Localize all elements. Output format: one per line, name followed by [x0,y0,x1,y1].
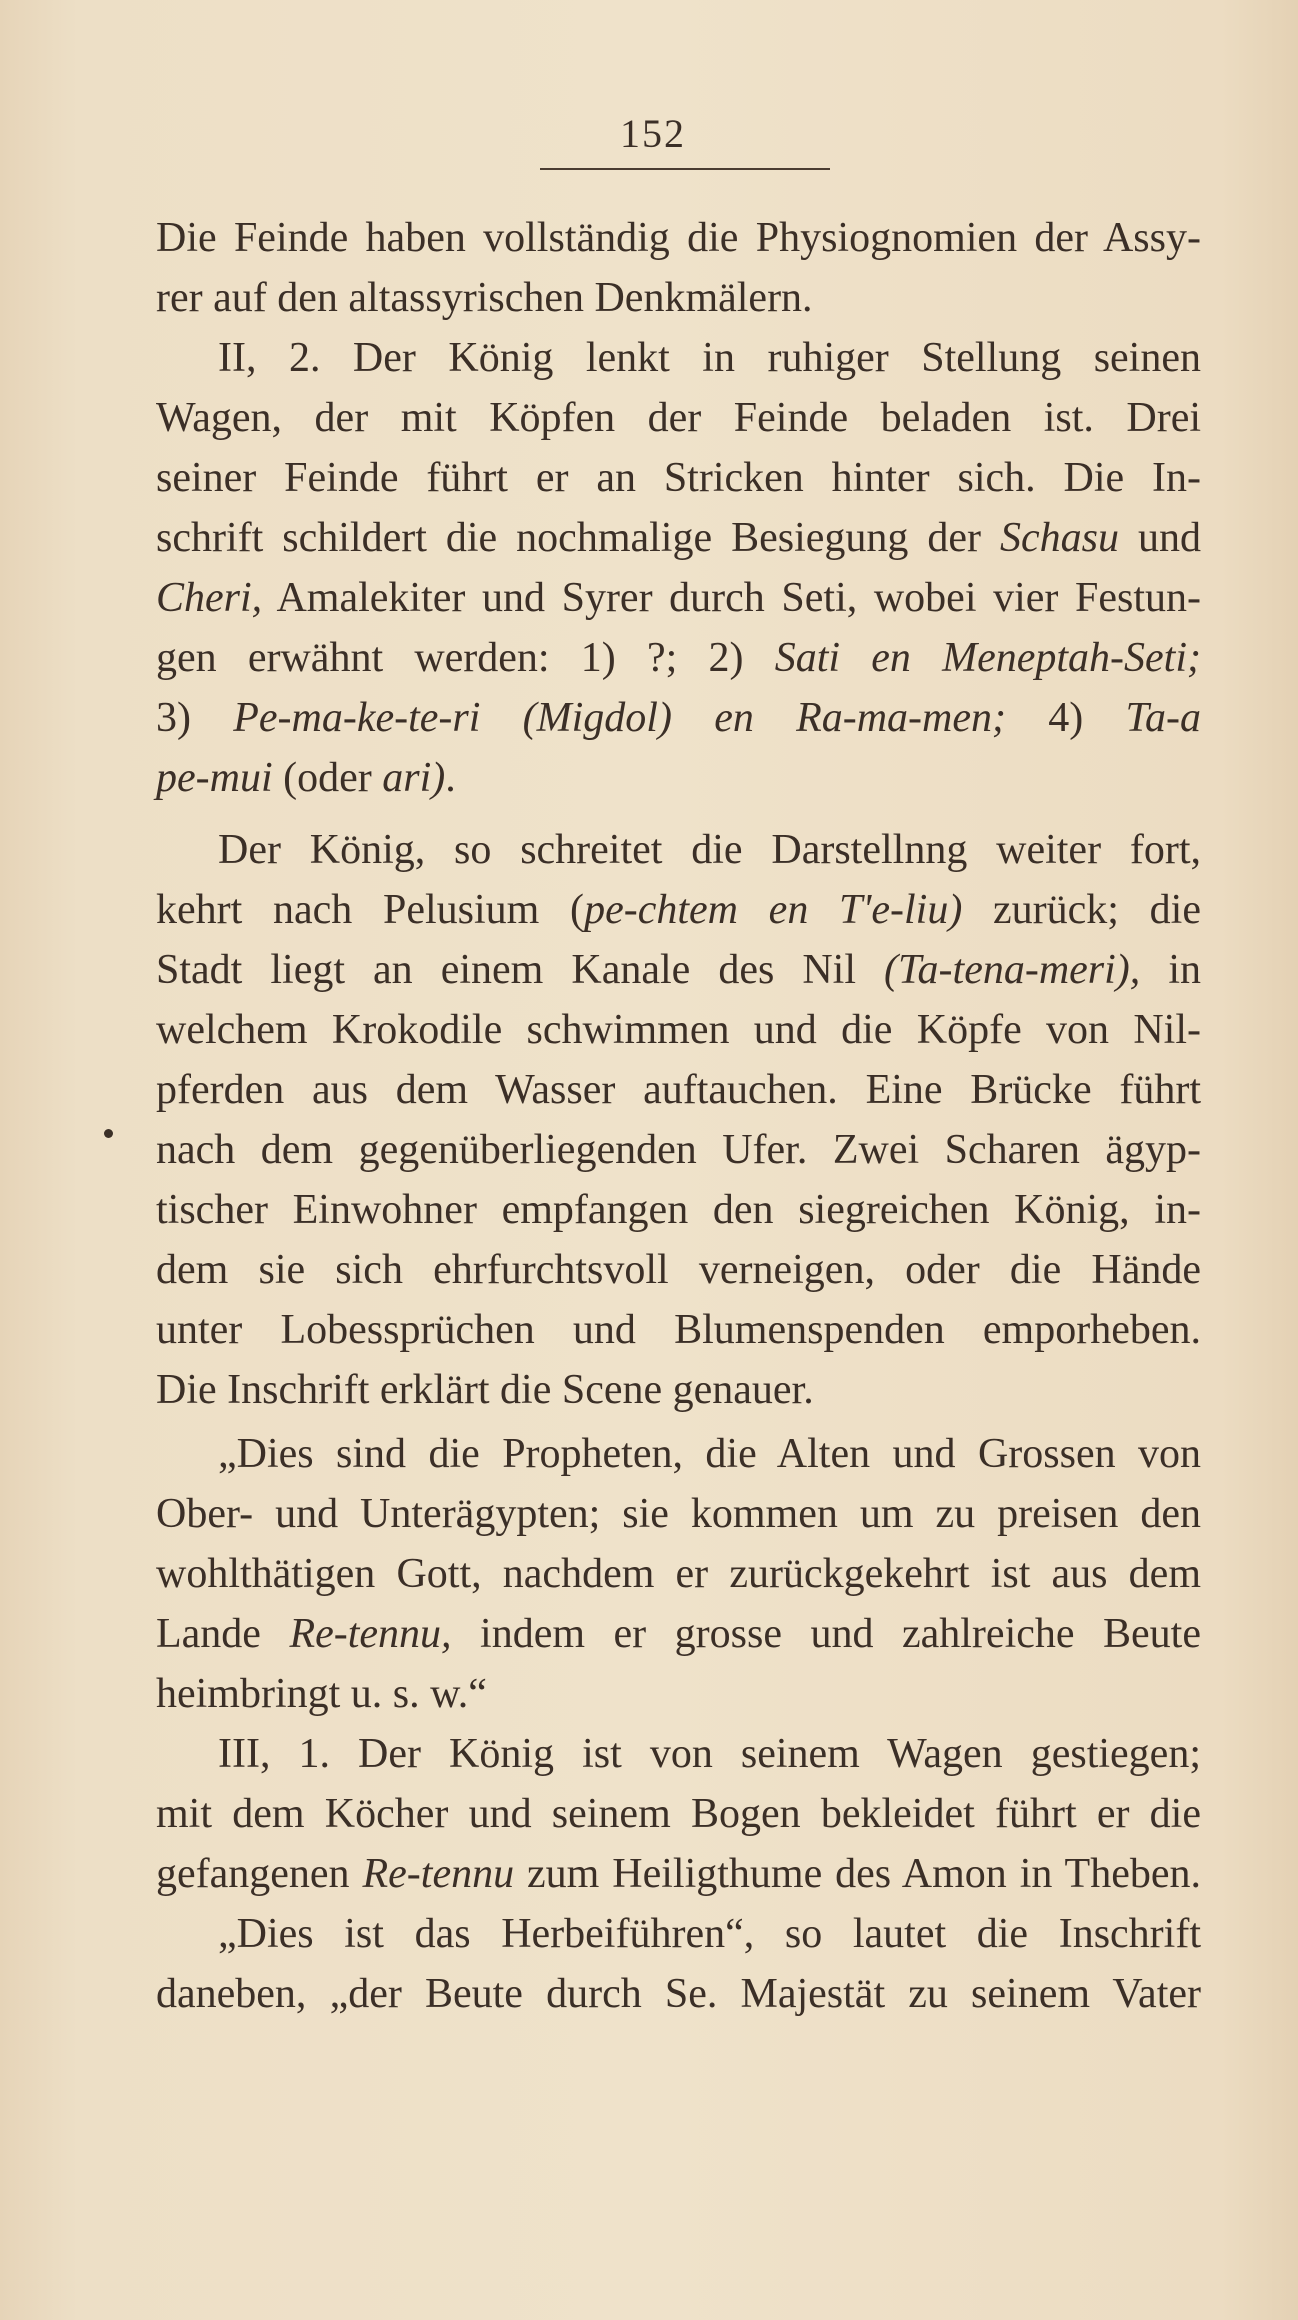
text-line: seiner Feinde führt er an Stricken hinter sich. Die In- [156,455,1201,501]
text-line: Ober- und Unterägypten; sie kommen um zu preisen den [156,1491,1201,1537]
margin-dot-mark [104,1129,113,1138]
text-line: daneben, „der Beute durch Se. Majestät zu seinem Vater [156,1971,1201,2017]
text-line: gen erwähnt werden: 1) ?; 2) Sati en Meneptah-Seti; [156,635,1202,681]
text-line: wohlthätigen Gott, nachdem er zurückgekehrt ist aus dem [156,1551,1201,1597]
text-line: unter Lobessprüchen und Blumenspenden emporheben. [156,1307,1201,1353]
text-line: Die Feinde haben vollständig die Physiognomien der Assy- [156,215,1201,261]
text-line: tischer Einwohner empfangen den siegreichen König, in- [156,1187,1201,1233]
text-line: Stadt liegt an einem Kanale des Nil (Ta-tena-meri), in [156,947,1201,993]
text-line: kehrt nach Pelusium (pe-chtem en T'e-liu) zurück; die [156,887,1201,933]
page-number: 152 [620,111,686,156]
text-line: 3) Pe-ma-ke-te-ri (Migdol) en Ra-ma-men; 4) Ta-a [156,695,1201,741]
text-line: gefangenen Re-tennu zum Heiligthume des Amon in Theben. [156,1851,1201,1897]
text-line: „Dies sind die Propheten, die Alten und Grossen von [218,1431,1201,1477]
text-line: mit dem Köcher und seinem Bogen bekleidet führt er die [156,1791,1201,1837]
text-line: rer auf den altassyrischen Denkmälern. [156,275,813,321]
text-line: Cheri, Amalekiter und Syrer durch Seti, wobei vier Festun- [156,575,1201,621]
text-line: III, 1. Der König ist von seinem Wagen gestiegen; [218,1731,1201,1777]
header-rule [540,168,830,170]
text-line: „Dies ist das Herbeiführen“, so lautet die Inschrift [218,1911,1201,1957]
text-line: Der König, so schreitet die Darstellnng weiter fort, [218,827,1201,873]
text-line: pe-mui (oder ari). [156,755,456,801]
text-line: Die Inschrift erklärt die Scene genauer. [156,1367,814,1413]
text-line: welchem Krokodile schwimmen und die Köpfe von Nil- [156,1007,1201,1053]
text-line: Lande Re-tennu, indem er grosse und zahlreiche Beute [156,1611,1201,1657]
text-line: II, 2. Der König lenkt in ruhiger Stellung seinen [218,335,1201,381]
text-line: Wagen, der mit Köpfen der Feinde beladen ist. Drei [156,395,1201,441]
text-line: dem sie sich ehrfurchtsvoll verneigen, oder die Hände [156,1247,1201,1293]
text-line: pferden aus dem Wasser auftauchen. Eine Brücke führt [156,1067,1201,1113]
text-line: nach dem gegenüberliegenden Ufer. Zwei Scharen ägyp- [156,1127,1201,1173]
text-line: schrift schildert die nochmalige Besiegung der Schasu und [156,515,1201,561]
text-line: heimbringt u. s. w.“ [156,1671,487,1717]
